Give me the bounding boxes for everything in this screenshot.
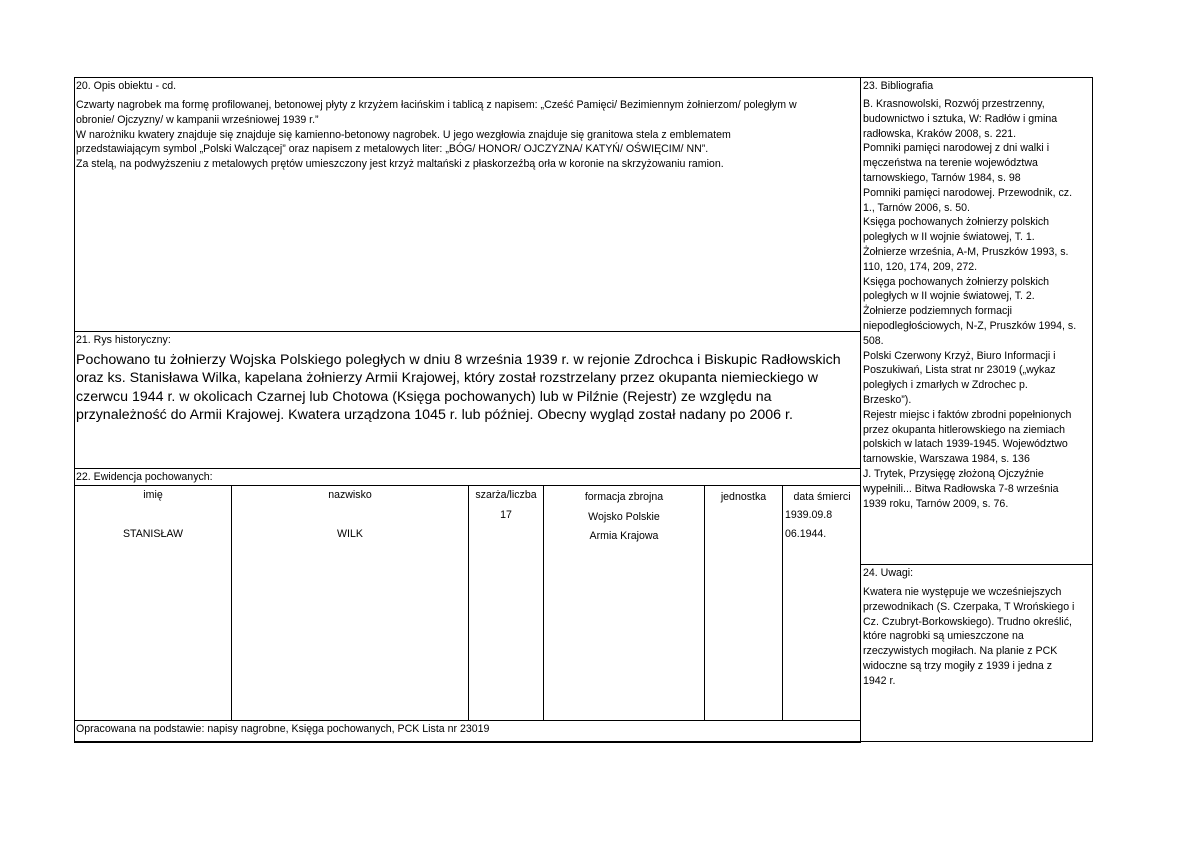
table-cell-imie: STANISŁAW	[122, 528, 184, 540]
table-cell-nazwisko: WILK	[337, 528, 363, 540]
table-cell-liczba: 17	[500, 509, 512, 521]
table-cell-formacja: Wojsko Polskie	[588, 511, 660, 523]
section-24-body: Kwatera nie występuje we wcześniejszych przewodnikach (S. Czerpaka, T Wrońskiego i Cz. Czubryt-Borkowskiego). Trudno określić, które nagrobki są umieszczone na rzeczywistych mogiłach. Na planie z PCK widoczne są trzy mogiły z 1939 i jedna z 1942 r.	[863, 586, 1075, 687]
section-22-footer-divider	[74, 720, 861, 721]
column-header-jednostka: jednostka	[720, 491, 767, 503]
section-22-footer: Opracowana na podstawie: napisy nagrobne, Księga pochowanych, PCK Lista nr 23019	[76, 723, 490, 735]
table-col-divider-5	[782, 485, 783, 720]
table-col-divider-1	[231, 485, 232, 720]
table-cell-data: 06.1944.	[785, 528, 827, 540]
table-cell-data: 1939.09.8	[785, 509, 833, 521]
column-header-nazwisko: nazwisko	[328, 489, 372, 501]
column-header-formacja-zbrojna: formacja zbrojna	[584, 491, 664, 503]
section-21-heading: 21. Rys historyczny:	[76, 334, 171, 346]
section-23-heading: 23. Bibliografia	[863, 80, 934, 92]
section-20-body: Czwarty nagrobek ma formę profilowanej, betonowej płyty z krzyżem łacińskim i tablicą z napisem: „Cześć Pamięci/ Bezimiennym żołnierzom/ poległym w obronie/ Ojczyzny/ w kampanii wrześniowej 1939 r.” W narożniku kwatery znajduje się znajduje się kamienno-betonowy nagrobek. U jego wezgłowia znajduje się granitowa stela z emblematem przedstawiającym symbol „Polski Walczącej” oraz napisem z metalowych liter: „BÓG/ HONOR/ OJCZYZNA/ KATYŃ/ OŚWIĘCIM/ NN”. Za stelą, na podwyższeniu z metalowych prętów umieszczony jest krzyż maltański z płaskorzeźbą orła w koronie na skrzyżowaniu ramion.	[76, 99, 797, 171]
section-23-body: B. Krasnowolski, Rozwój przestrzenny, budownictwo i sztuka, W: Radłów i gmina radłowska, Kraków 2008, s. 221. Pomniki pamięci narodowej z dni walki i męczeństwa na terenie województwa tarnowskiego, Tarnów 1984, s. 98 Pomniki pamięci narodowej. Przewodnik, cz. 1., Tarnów 2006, s. 50. Księga pochowanych żołnierzy polskich poległych w II wojnie światowej, T. 1. Żołnierze września, A-M, Pruszków 1993, s. 110, 120, 174, 209, 272. Księga pochowanych żołnierzy polskich poległych w II wojnie światowej, T. 2. Żołnierze podziemnych formacji niepodległościowych, N-Z, Pruszków 1994, s. 508. Polski Czerwony Krzyż, Biuro Informacji i Poszukiwań, Lista strat nr 23019 („wykaz poległych i zmarłych w Zdrochec p. Brzesko”). Rejestr miejsc i faktów zbrodni popełnionych przez okupanta hitlerowskiego na ziemiach polskich w latach 1939-1945. Województwo tarnowskie, Warszawa 1984, s. 136 J. Trytek, Przysięgę złożoną Ojczyźnie wypełnili... Bitwa Radłowska 7-8 września 1939 roku, Tarnów 2009, s. 76.	[863, 98, 1077, 510]
section-24-heading: 24. Uwagi:	[863, 567, 914, 579]
section-22-heading: 22. Ewidencja pochowanych:	[76, 471, 213, 483]
column-header-data-smierci: data śmierci	[793, 491, 851, 503]
section-21-body: Pochowano tu żołnierzy Wojska Polskiego poległych w dniu 8 września 1939 r. w rejonie Zdrochca i Biskupic Radłowskich oraz ks. Stanisława Wilka, kapelana żołnierzy Armii Krajowej, który został rozstrzelany przez okupanta niemieckiego w czerwcu 1944 r. w okolicach Czarnej lub Chotowa (Księga pochowanych) lub w Pilźnie (Rejestr) ze względu na przynależność do Armii Krajowej. Kwatera urządzona 1045 r. lub później. Obecny wygląd został nadany po 2006 r.	[76, 352, 841, 424]
table-cell-formacja: Armia Krajowa	[589, 530, 659, 542]
column-header-imie: imię	[143, 489, 163, 501]
table-col-divider-4	[704, 485, 705, 720]
section-20-heading: 20. Opis obiektu - cd.	[76, 80, 177, 92]
column-header-szarza-liczba: szarża/liczba	[475, 489, 537, 501]
